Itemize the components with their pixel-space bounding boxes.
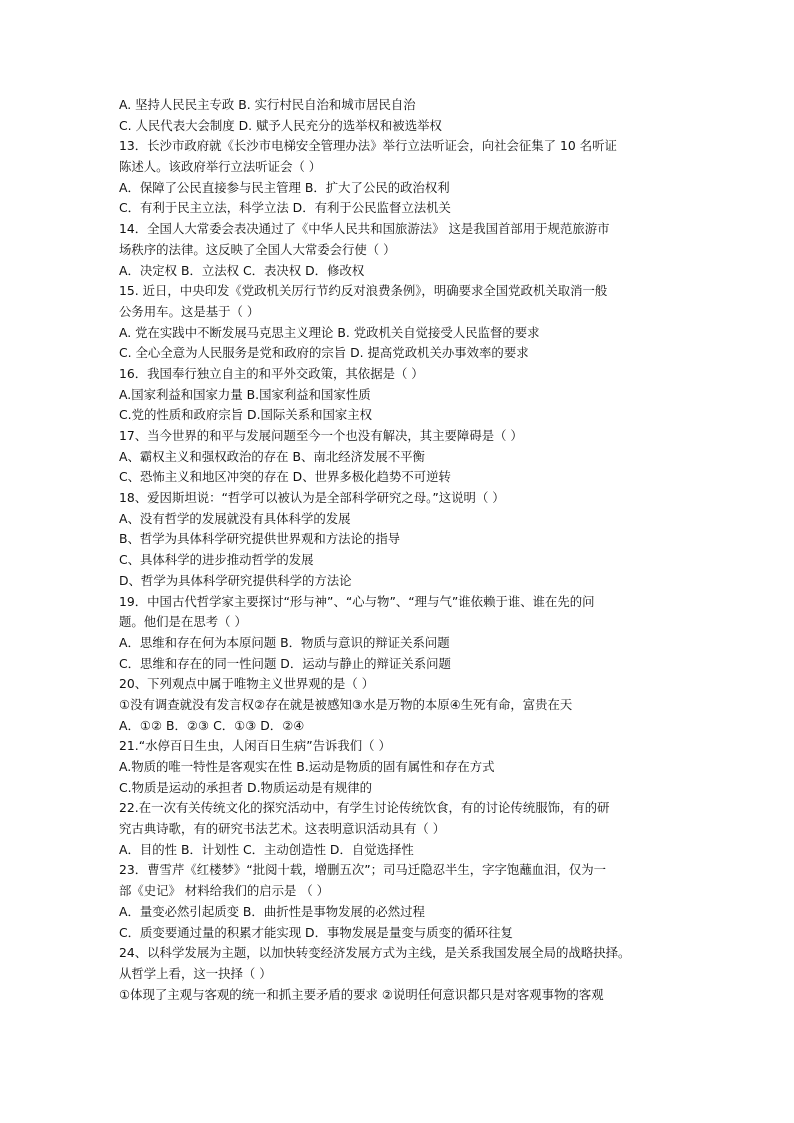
text-line: 部《史记》 材料给我们的启示是 （ ） — [119, 883, 330, 899]
text-line: 16．我国奉行独立自主的和平外交政策，其依据是（ ） — [119, 365, 424, 381]
text-line: A.国家利益和国家力量 B.国家利益和国家性质 — [119, 386, 371, 402]
text-line: B、哲学为具体科学研究提供世界观和方法论的指导 — [119, 531, 401, 547]
text-line: 17、当今世界的和平与发展问题至今一个也没有解决，其主要障碍是（ ） — [119, 428, 523, 443]
text-line: 22.在一次有关传统文化的探究活动中，有学生讨论传统饮食，有的讨论传统服饰，有的研 — [119, 800, 610, 816]
text-line: A、没有哲学的发展就没有具体科学的发展 — [119, 510, 351, 526]
text-line: 题。他们是在思考（ ） — [119, 614, 247, 630]
text-line: A．思维和存在何为本原问题 B．物质与意识的辩证关系问题 — [119, 634, 450, 650]
text-line: 究古典诗歌，有的研究书法艺术。这表明意识活动具有（ ） — [119, 821, 446, 837]
text-line: C、具体科学的进步推动哲学的发展 — [119, 552, 314, 568]
text-line: 21.“水停百日生虫，人闲百日生病”告诉我们（ ） — [119, 738, 391, 754]
text-line: 13．长沙市政府就《长沙市电梯安全管理办法》举行立法听证会，向社会征集了 10 名听证 — [119, 138, 617, 154]
text-line: 陈述人。该政府举行立法听证会（ ） — [119, 159, 322, 175]
text-line: A．保障了公民直接参与民主管理 B．扩大了公民的政治权利 — [119, 179, 450, 195]
text-line: ①体现了主观与客观的统一和抓主要矛盾的要求 ②说明任何意识都只是对客观事物的客观 — [119, 986, 604, 1002]
text-line: 20、下列观点中属于唯物主义世界观的是（ ） — [119, 676, 375, 692]
text-line: C.党的性质和政府宗旨 D.国际关系和国家主权 — [119, 407, 373, 423]
text-line: C．有利于民主立法，科学立法 D．有利于公民监督立法机关 — [119, 200, 451, 216]
text-line: A．①② B．②③ C．①③ D．②④ — [119, 717, 305, 733]
text-line: C. 人民代表大会制度 D. 赋予人民充分的选举权和被选举权 — [119, 117, 442, 133]
text-line: A．量变必然引起质变 B．曲折性是事物发展的必然过程 — [119, 903, 425, 919]
text-line: C．质变要通过量的积累才能实现 D．事物发展是量变与质变的循环往复 — [119, 924, 513, 940]
document-page — [119, 95, 685, 1005]
text-line: 15. 近日，中央印发《党政机关厉行节约反对浪费条例》，明确要求全国党政机关取消一般 — [119, 283, 608, 299]
text-line: 18、爱因斯坦说：“哲学可以被认为是全部科学研究之母。”这说明（ ） — [119, 490, 505, 506]
text-line: 24、以科学发展为主题，以加快转变经济发展方式为主线，是关系我国发展全局的战略抉择。 — [119, 945, 631, 961]
text-line: C、恐怖主义和地区冲突的存在 D、世界多极化趋势不可逆转 — [119, 469, 451, 485]
text-line: A．目的性 B．计划性 C．主动创造性 D．自觉选择性 — [119, 841, 414, 857]
text-line: C.物质是运动的承担者 D.物质运动是有规律的 — [119, 779, 373, 795]
text-line: A、霸权主义和强权政治的存在 B、南北经济发展不平衡 — [119, 448, 425, 464]
text-line: A. 坚持人民民主专政 B. 实行村民自治和城市居民自治 — [119, 97, 416, 112]
text-line: ①没有调查就没有发言权②存在就是被感知③水是万物的本原④生死有命，富贵在天 — [119, 696, 573, 712]
text-line: C．思维和存在的同一性问题 D．运动与静止的辩证关系问题 — [119, 655, 451, 671]
text-line: 19．中国古代哲学家主要探讨“形与神”、“心与物”、“理与气”谁依赖于谁、谁在先的问 — [119, 593, 595, 609]
text-line: A.物质的唯一特性是客观实在性 B.运动是物质的固有属性和存在方式 — [119, 759, 495, 774]
text-line: C. 全心全意为人民服务是党和政府的宗旨 D. 提高党政机关办事效率的要求 — [119, 345, 529, 361]
text-line: D、哲学为具体科学研究提供科学的方法论 — [119, 572, 352, 588]
text-line: A．决定权 B．立法权 C．表决权 D．修改权 — [119, 262, 365, 278]
text-line: 14．全国人大常委会表决通过了《中华人民共和国旅游法》 这是我国首部用于规范旅游市 — [119, 221, 610, 237]
text-line: 场秩序的法律。这反映了全国人大常委会行使（ ） — [119, 241, 396, 257]
text-line: 23．曹雪芹《红楼梦》“批阅十载，增删五次”；司马迁隐忍半生，字字饱蘸血泪，仅为一 — [119, 862, 607, 878]
text-line: 公务用车。这是基于（ ） — [119, 303, 260, 319]
text-line: A. 党在实践中不断发展马克思主义理论 B. 党政机关自觉接受人民监督的要求 — [119, 324, 540, 340]
text-line: 从哲学上看，这一抉择（ ） — [119, 965, 272, 981]
